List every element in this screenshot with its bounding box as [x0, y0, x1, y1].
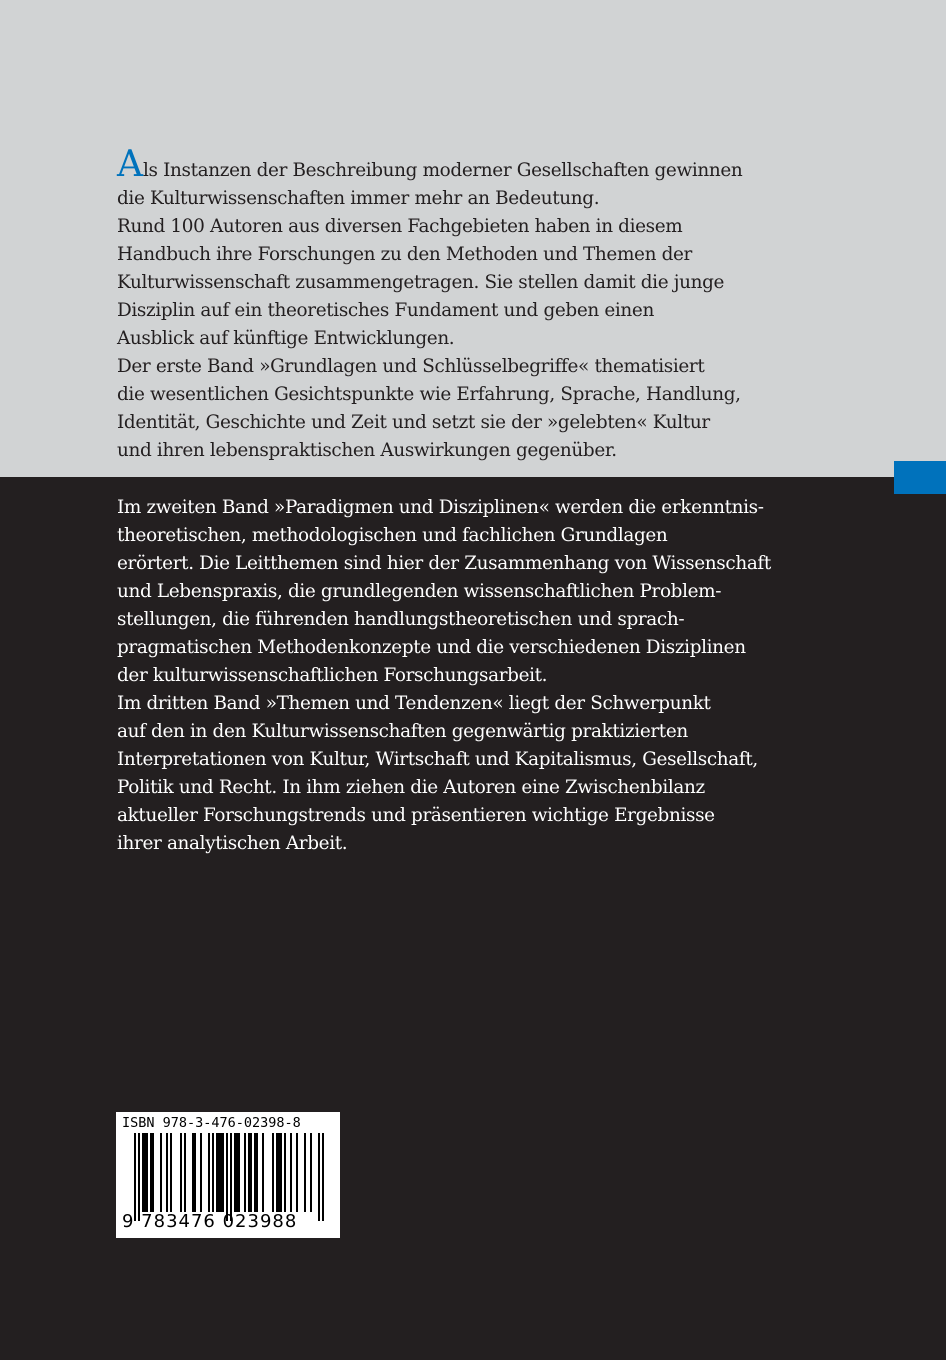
isbn-label: ISBN 978-3-476-02398-8 [122, 1115, 301, 1131]
barcode-bar-7 [152, 1133, 154, 1212]
barcode-bar-28 [248, 1133, 250, 1212]
barcode-bar-12 [184, 1133, 186, 1212]
barcode-bar-32 [262, 1133, 264, 1212]
intro-line-1-rest: ls Instanzen der Beschreibung moderner Gesellschaften gewinnen [143, 160, 743, 181]
intro-line-8: Der erste Band »Grundlagen und Schlüsselbegriffe« thematisiert [117, 356, 705, 377]
barcode-bar-13 [192, 1133, 194, 1212]
intro-paragraph [117, 144, 817, 465]
barcode-bar-9 [166, 1133, 168, 1212]
volumes-line-9: auf den in den Kulturwissenschaften gegenwärtig praktizierten [117, 721, 688, 742]
volumes-line-1: Im zweiten Band »Paradigmen und Disziplinen« werden die erkenntnis- [117, 497, 764, 518]
barcode-bar-11 [180, 1133, 182, 1212]
barcode-bar-20 [220, 1133, 222, 1212]
intro-line-5: Kulturwissenschaft zusammengetragen. Sie stellen damit die junge [117, 272, 725, 293]
volumes-line-4: und Lebenspraxis, die grundlegenden wissenschaftlichen Problem- [117, 581, 722, 602]
barcode-bar-36 [280, 1133, 282, 1212]
barcode-bar-17 [212, 1133, 214, 1212]
volumes-line-8: Im dritten Band »Themen und Tendenzen« liegt der Schwerpunkt [117, 693, 711, 714]
barcode-bar-3 [142, 1133, 144, 1212]
volumes-line-2: theoretischen, methodologischen und fachlichen Grundlagen [117, 525, 668, 546]
barcode-bar-37 [284, 1133, 286, 1212]
intro-line-11: und ihren lebenspraktischen Auswirkungen gegenüber. [117, 440, 617, 461]
barcode-bar-43 [322, 1133, 324, 1221]
barcode-bar-26 [238, 1133, 240, 1212]
barcode-bar-14 [194, 1133, 196, 1212]
intro-line-1 [117, 144, 817, 185]
barcode-bar-23 [230, 1133, 232, 1221]
barcode-bar-33 [272, 1133, 274, 1212]
ean-digits: 9 783476 023988 [122, 1211, 298, 1232]
barcode-bar-31 [256, 1133, 258, 1212]
barcode-bar-40 [304, 1133, 306, 1212]
volumes-line-6: pragmatischen Methodenkonzepte und die verschiedenen Disziplinen [117, 637, 746, 658]
barcode-bar-21 [222, 1133, 224, 1212]
barcode-bar-24 [234, 1133, 236, 1212]
blue-accent-tab [894, 461, 946, 494]
barcode-bar-1 [134, 1133, 136, 1221]
barcode-bar-41 [310, 1133, 312, 1212]
intro-line-3: Rund 100 Autoren aus diversen Fachgebieten haben in diesem [117, 216, 683, 237]
volumes-line-11: Politik und Recht. In ihm ziehen die Autoren eine Zwischenbilanz [117, 777, 705, 798]
intro-line-6: Disziplin auf ein theoretisches Fundament und geben einen [117, 300, 654, 321]
barcode-bar-39 [296, 1133, 298, 1212]
barcode-bar-29 [250, 1133, 252, 1212]
volumes-line-5: stellungen, die führenden handlungstheoretischen und sprach- [117, 609, 685, 630]
barcode-bar-4 [144, 1133, 146, 1212]
intro-line-10: Identität, Geschichte und Zeit und setzt sie der »gelebten« Kultur [117, 412, 710, 433]
barcode-bar-27 [244, 1133, 246, 1212]
volumes-text-block [117, 494, 817, 858]
barcode-bar-30 [254, 1133, 256, 1212]
barcode-bar-42 [318, 1133, 320, 1221]
barcode-bar-16 [208, 1133, 210, 1212]
barcode-bar-6 [150, 1133, 152, 1212]
barcode-bar-18 [216, 1133, 218, 1212]
barcode-bar-22 [226, 1133, 228, 1221]
dropcap-letter: A [117, 144, 143, 185]
volumes-line-10: Interpretationen von Kultur, Wirtschaft und Kapitalismus, Gesellschaft, [117, 749, 758, 770]
barcode-bar-5 [146, 1133, 148, 1212]
volumes-line-12: aktueller Forschungstrends und präsentieren wichtige Ergebnisse [117, 805, 715, 826]
barcode-bar-10 [170, 1133, 172, 1212]
intro-line-4: Handbuch ihre Forschungen zu den Methoden und Themen der [117, 244, 692, 265]
volumes-line-13: ihrer analytischen Arbeit. [117, 833, 348, 854]
barcode-bar-8 [160, 1133, 162, 1212]
volumes-line-3: erörtert. Die Leitthemen sind hier der Zusammenhang von Wissenschaft [117, 553, 771, 574]
barcode-bar-2 [138, 1133, 140, 1221]
barcode-bar-19 [218, 1133, 220, 1212]
barcode-bar-38 [290, 1133, 292, 1212]
isbn-barcode [116, 1112, 340, 1238]
intro-line-2: die Kulturwissenschaften immer mehr an Bedeutung. [117, 188, 600, 209]
intro-line-7: Ausblick auf künftige Entwicklungen. [117, 328, 455, 349]
volumes-line-7: der kulturwissenschaftlichen Forschungsarbeit. [117, 665, 548, 686]
barcode-bar-25 [236, 1133, 238, 1212]
intro-line-9: die wesentlichen Gesichtspunkte wie Erfahrung, Sprache, Handlung, [117, 384, 741, 405]
barcode-bar-35 [278, 1133, 280, 1212]
intro-text-block [117, 144, 817, 465]
barcode-bar-34 [276, 1133, 278, 1212]
barcode-bar-15 [200, 1133, 202, 1212]
volumes-paragraph [117, 494, 817, 858]
